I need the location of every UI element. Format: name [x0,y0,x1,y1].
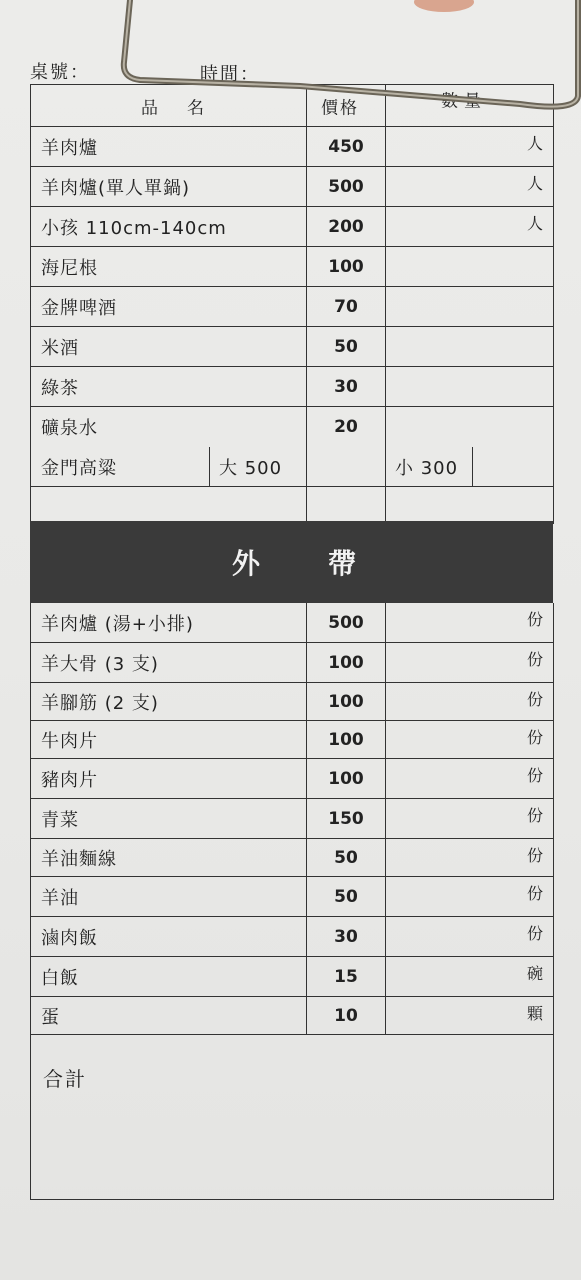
item-price: 500 [328,176,364,197]
menu-row [31,683,553,721]
item-name: 滷肉飯 [41,927,98,949]
kaoliang-divider-large [209,447,210,486]
item-unit: 份 [526,610,543,629]
thumb-icon [414,0,474,12]
item-name: 青菜 [41,809,79,831]
item-name: 羊油麵線 [41,848,117,870]
kaoliang-name: 金門高粱 [41,457,117,479]
item-price: 50 [334,847,358,868]
item-price: 30 [334,376,358,397]
menu-row [31,957,553,997]
item-unit: 份 [526,846,543,865]
item-price: 10 [334,1006,358,1026]
menu-row [31,207,553,247]
item-price: 15 [334,966,358,987]
menu-row [31,917,553,957]
item-price: 100 [328,256,364,277]
item-unit: 份 [526,690,543,709]
time-label: 時間： [200,64,260,85]
item-unit: 顆 [526,1004,543,1023]
menu-row [31,643,553,683]
item-name: 綠茶 [41,377,79,399]
item-unit: 份 [526,766,543,785]
menu-row [31,877,553,917]
menu-row [31,407,553,447]
table-number-label: 桌號： [30,62,90,83]
item-price: 100 [328,691,364,712]
item-unit: 人 [526,214,543,233]
menu-row [31,603,553,643]
item-name: 羊油 [41,887,79,909]
blank-row [31,487,553,525]
menu-row [31,839,553,877]
takeout-header-band [30,521,553,603]
item-price: 50 [334,336,358,357]
item-unit: 份 [526,728,543,747]
takeout-table [30,603,554,1035]
item-price: 70 [334,296,358,317]
item-unit: 份 [526,650,543,669]
item-name: 羊肉爐 [41,137,98,159]
item-name: 小孩 110cm-140cm [41,217,227,239]
menu-row [31,799,553,839]
column-header-qty: 數量 [441,91,487,112]
item-unit: 份 [526,806,543,825]
menu-row [31,367,553,407]
item-unit: 份 [526,884,543,903]
item-price: 500 [328,612,364,633]
column-header-price: 價格 [321,98,359,118]
item-price: 20 [334,417,358,437]
item-name: 羊肉爐 (湯+小排) [41,613,194,635]
menu-row [31,127,553,167]
kaoliang-row [31,447,553,487]
kaoliang-small: 小 300 [395,457,459,479]
item-price: 100 [328,768,364,789]
column-header-name: 品 名 [141,98,210,118]
menu-row [31,721,553,759]
item-unit: 份 [526,924,543,943]
item-name: 礦泉水 [41,418,98,439]
item-name: 蛋 [41,1007,60,1028]
item-price: 100 [328,652,364,673]
item-name: 羊腳筋 (2 支) [41,692,159,714]
item-name: 白飯 [41,967,79,989]
takeout-title-right: 帶 [328,547,357,580]
item-price: 150 [328,808,364,829]
menu-row [31,247,553,287]
total-label: 合計 [43,1067,87,1091]
clipboard-clip-icon [0,0,581,130]
item-price: 450 [328,136,364,157]
total-box [30,1034,554,1200]
item-name: 豬肉片 [41,769,98,791]
item-unit: 碗 [526,964,543,983]
menu-row [31,759,553,799]
item-price: 100 [328,729,364,750]
item-price: 200 [328,216,364,237]
takeout-title-left: 外 [232,547,261,580]
item-name: 海尼根 [41,257,98,279]
item-price: 30 [334,926,358,947]
item-name: 牛肉片 [41,730,98,752]
menu-row [31,327,553,367]
item-unit: 人 [526,174,543,193]
kaoliang-divider-small [472,447,473,486]
item-name: 羊大骨 (3 支) [41,653,159,675]
item-name: 金牌啤酒 [41,297,117,319]
menu-row [31,167,553,207]
kaoliang-large: 大 500 [219,457,283,479]
dine-in-table [30,84,554,524]
item-name: 米酒 [41,337,79,359]
menu-row [31,997,553,1035]
item-price: 50 [334,886,358,907]
item-name: 羊肉爐(單人單鍋) [41,177,191,199]
menu-row [31,287,553,327]
item-unit: 人 [526,134,543,153]
